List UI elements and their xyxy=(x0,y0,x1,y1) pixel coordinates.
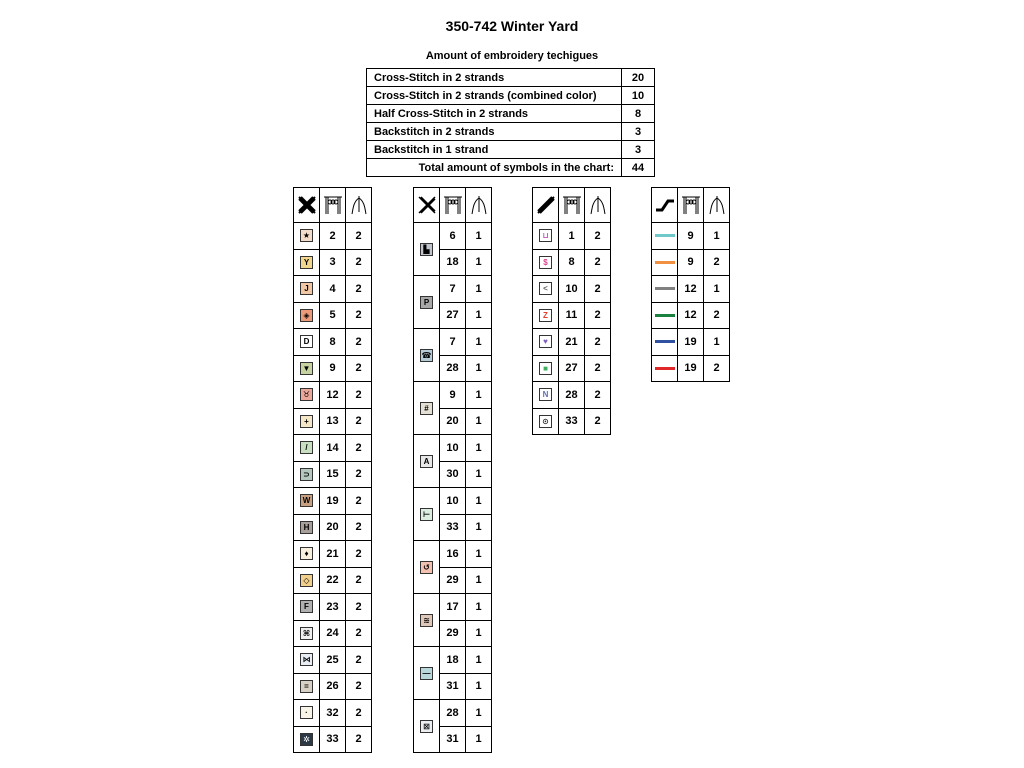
thread-number: 6 xyxy=(440,223,466,250)
thread-number: 10 xyxy=(440,435,466,462)
strand-count: 1 xyxy=(466,726,492,753)
legend-symbol-cell xyxy=(294,382,320,409)
thread-number: 15 xyxy=(320,461,346,488)
legend-row xyxy=(294,276,372,303)
strand-count: 2 xyxy=(704,249,730,276)
thread-number: 12 xyxy=(678,302,704,329)
stitch-symbol: ⊙ xyxy=(539,415,552,428)
stitch-symbol: ★ xyxy=(300,229,313,242)
backstitch-line xyxy=(655,340,675,343)
strand-count: 1 xyxy=(466,329,492,356)
legend-symbol-cell xyxy=(414,329,440,382)
legend-symbol-cell xyxy=(414,647,440,700)
thread-number: 9 xyxy=(320,355,346,382)
summary-row xyxy=(367,87,655,105)
legend-symbol-cell xyxy=(533,276,559,303)
stitch-symbol: H xyxy=(300,521,313,534)
backstitch-line-cell xyxy=(652,355,678,382)
thread-number: 27 xyxy=(440,302,466,329)
thread-number: 29 xyxy=(440,620,466,647)
thread-number: 17 xyxy=(440,594,466,621)
thread-number: 29 xyxy=(440,567,466,594)
thread-number: 2 xyxy=(320,223,346,250)
strand-count: 2 xyxy=(346,567,372,594)
thread-number: 25 xyxy=(320,647,346,674)
legend-symbol-cell xyxy=(414,488,440,541)
thread-number: 24 xyxy=(320,620,346,647)
backstitch-line xyxy=(655,314,675,317)
thread-number: 18 xyxy=(440,249,466,276)
summary-label: Backstitch in 1 strand xyxy=(367,141,622,159)
stitch-symbol: ☎ xyxy=(421,350,432,360)
legend-symbol-cell xyxy=(294,594,320,621)
legend-row xyxy=(294,514,372,541)
legend-symbol-cell xyxy=(294,408,320,435)
legend-row xyxy=(652,302,730,329)
summary-total-row xyxy=(367,159,655,177)
thread-number: 4 xyxy=(320,276,346,303)
legend-symbol-cell xyxy=(414,223,440,276)
technique-summary-table xyxy=(366,68,655,177)
strand-count: 2 xyxy=(346,673,372,700)
stitch-symbol: D xyxy=(300,335,313,348)
strand-count: 2 xyxy=(346,223,372,250)
thread-number: 9 xyxy=(678,223,704,250)
needle-icon xyxy=(704,188,730,223)
backstitch-line-cell xyxy=(652,249,678,276)
stitch-symbol: ✲ xyxy=(300,733,313,746)
legend-symbol-cell xyxy=(414,276,440,329)
needle-icon xyxy=(466,188,492,223)
legend-symbol-cell xyxy=(533,355,559,382)
strand-count: 1 xyxy=(466,276,492,303)
legend-symbol-cell xyxy=(294,355,320,382)
legend-row xyxy=(414,488,492,515)
thread-number: 28 xyxy=(440,700,466,727)
stitch-symbol: ↺ xyxy=(420,561,433,574)
strand-count: 2 xyxy=(346,435,372,462)
strand-count: 2 xyxy=(346,461,372,488)
legend-row xyxy=(294,541,372,568)
strand-count: 1 xyxy=(466,408,492,435)
thread-number: 18 xyxy=(440,647,466,674)
legend-row xyxy=(294,223,372,250)
strand-count: 1 xyxy=(466,673,492,700)
strand-count: 2 xyxy=(346,726,372,753)
legend-row xyxy=(294,647,372,674)
combined-color-legend xyxy=(413,187,492,753)
legend-row xyxy=(652,223,730,250)
stitch-symbol: ♉ xyxy=(300,388,313,401)
strand-count: 2 xyxy=(346,700,372,727)
legend-header xyxy=(652,188,730,223)
strand-count: 1 xyxy=(466,514,492,541)
legend-symbol-cell xyxy=(294,488,320,515)
strand-count: 2 xyxy=(346,408,372,435)
legend-symbol-cell xyxy=(294,647,320,674)
thread-number: 20 xyxy=(320,514,346,541)
needle-icon xyxy=(346,188,372,223)
strand-count: 2 xyxy=(585,302,611,329)
legend-header xyxy=(533,188,611,223)
legend-symbol-cell xyxy=(294,726,320,753)
strand-count: 1 xyxy=(704,329,730,356)
thread-skein-icon xyxy=(559,188,585,223)
stitch-symbol: ◇ xyxy=(300,574,313,587)
strand-count: 1 xyxy=(704,276,730,303)
legend-row xyxy=(294,249,372,276)
strand-count: 1 xyxy=(704,223,730,250)
legend-symbol-cell xyxy=(294,461,320,488)
thread-number: 30 xyxy=(440,461,466,488)
legend-symbol-cell xyxy=(294,329,320,356)
legend-symbol-cell xyxy=(294,276,320,303)
backstitch-line xyxy=(655,261,675,264)
stitch-symbol: / xyxy=(300,441,313,454)
strand-count: 2 xyxy=(585,249,611,276)
strand-count: 2 xyxy=(585,355,611,382)
legend-row xyxy=(294,726,372,753)
thread-number: 21 xyxy=(559,329,585,356)
half-cross-stitch-icon xyxy=(533,188,559,223)
strand-count: 2 xyxy=(346,302,372,329)
stitch-symbol: + xyxy=(300,415,313,428)
thread-number: 8 xyxy=(559,249,585,276)
stitch-symbol: ⊔ xyxy=(539,229,552,242)
summary-label: Backstitch in 2 strands xyxy=(367,123,622,141)
legend-row xyxy=(294,567,372,594)
thread-number: 3 xyxy=(320,249,346,276)
strand-count: 2 xyxy=(704,355,730,382)
summary-label: Cross-Stitch in 2 strands xyxy=(367,69,622,87)
legend-symbol-cell xyxy=(414,382,440,435)
thread-number: 8 xyxy=(320,329,346,356)
backstitch-line xyxy=(655,287,675,290)
thread-number: 33 xyxy=(320,726,346,753)
stitch-symbol: ■ xyxy=(539,362,552,375)
legend-row xyxy=(294,408,372,435)
page-title: 350-742 Winter Yard xyxy=(445,18,579,34)
strand-count: 2 xyxy=(704,302,730,329)
cross-stitch-icon xyxy=(294,188,320,223)
legend-row xyxy=(652,249,730,276)
summary-row xyxy=(367,105,655,123)
legend-row xyxy=(414,594,492,621)
legend-symbol-cell xyxy=(294,302,320,329)
legend-row xyxy=(652,276,730,303)
thread-number: 31 xyxy=(440,673,466,700)
backstitch-line xyxy=(655,234,675,237)
strand-count: 1 xyxy=(466,302,492,329)
legend-header xyxy=(414,188,492,223)
strand-count: 2 xyxy=(585,382,611,409)
legend-symbol-cell xyxy=(294,673,320,700)
legend-symbol-cell xyxy=(533,223,559,250)
strand-count: 2 xyxy=(585,408,611,435)
strand-count: 2 xyxy=(346,620,372,647)
summary-row xyxy=(367,141,655,159)
thread-number: 19 xyxy=(678,355,704,382)
legend-row xyxy=(414,435,492,462)
stitch-symbol: $ xyxy=(539,256,552,269)
thread-number: 26 xyxy=(320,673,346,700)
thread-number: 16 xyxy=(440,541,466,568)
legend-row xyxy=(294,329,372,356)
legend-symbol-cell xyxy=(414,435,440,488)
stitch-symbol: ♦ xyxy=(300,547,313,560)
legend-row xyxy=(414,329,492,356)
backstitch-legend xyxy=(651,187,730,382)
strand-count: 1 xyxy=(466,541,492,568)
strand-count: 1 xyxy=(466,355,492,382)
thread-number: 28 xyxy=(440,355,466,382)
summary-count: 8 xyxy=(622,105,655,123)
backstitch-icon xyxy=(652,188,678,223)
strand-count: 2 xyxy=(346,276,372,303)
legend-row xyxy=(414,541,492,568)
legend-row xyxy=(533,276,611,303)
thread-number: 11 xyxy=(559,302,585,329)
legend-row xyxy=(533,223,611,250)
legend-row xyxy=(294,302,372,329)
legend-row xyxy=(294,355,372,382)
legend-row xyxy=(414,223,492,250)
legend-row xyxy=(533,302,611,329)
strand-count: 2 xyxy=(585,329,611,356)
thread-number: 28 xyxy=(559,382,585,409)
legend-row xyxy=(533,329,611,356)
thread-number: 14 xyxy=(320,435,346,462)
legend-row xyxy=(294,461,372,488)
thread-number: 13 xyxy=(320,408,346,435)
thread-number: 33 xyxy=(559,408,585,435)
legend-row xyxy=(652,355,730,382)
strand-count: 2 xyxy=(346,594,372,621)
thread-number: 12 xyxy=(678,276,704,303)
legend-symbol-cell xyxy=(533,408,559,435)
legend-row xyxy=(414,647,492,674)
stitch-symbol: W xyxy=(300,494,313,507)
legend-row xyxy=(414,276,492,303)
half-cross-stitch-legend xyxy=(532,187,611,435)
thread-number: 7 xyxy=(440,329,466,356)
strand-count: 2 xyxy=(346,541,372,568)
stitch-symbol: < xyxy=(539,282,552,295)
backstitch-line xyxy=(655,367,675,370)
legend-symbol-cell xyxy=(414,700,440,753)
thread-number: 12 xyxy=(320,382,346,409)
legend-symbol-cell xyxy=(414,594,440,647)
thread-number: 10 xyxy=(559,276,585,303)
strand-count: 1 xyxy=(466,382,492,409)
page-subtitle: Amount of embroidery techigues xyxy=(425,50,599,62)
legend-row xyxy=(294,594,372,621)
legend-symbol-cell xyxy=(294,567,320,594)
strand-count: 2 xyxy=(346,514,372,541)
summary-count: 3 xyxy=(622,141,655,159)
thread-number: 22 xyxy=(320,567,346,594)
strand-count: 1 xyxy=(466,567,492,594)
legend-row xyxy=(414,382,492,409)
stitch-symbol: ⊢ xyxy=(420,508,433,521)
strand-count: 2 xyxy=(346,355,372,382)
stitch-symbol: ⋈ xyxy=(300,653,313,666)
legend-symbol-cell xyxy=(414,541,440,594)
legend-row xyxy=(294,382,372,409)
legend-symbol-cell xyxy=(294,223,320,250)
backstitch-line-cell xyxy=(652,223,678,250)
strand-count: 1 xyxy=(466,488,492,515)
needle-icon xyxy=(585,188,611,223)
thread-number: 31 xyxy=(440,726,466,753)
thread-number: 10 xyxy=(440,488,466,515)
summary-row xyxy=(367,69,655,87)
thread-number: 27 xyxy=(559,355,585,382)
legend-row xyxy=(294,700,372,727)
stitch-symbol: ▼ xyxy=(300,362,313,375)
stitch-symbol: A xyxy=(420,455,433,468)
summary-label: Cross-Stitch in 2 strands (combined color) xyxy=(367,87,622,105)
thread-skein-icon xyxy=(320,188,346,223)
legend-row xyxy=(294,435,372,462)
stitch-symbol: # xyxy=(420,402,433,415)
stitch-symbol: = xyxy=(300,680,313,693)
strand-count: 1 xyxy=(466,435,492,462)
thread-number: 33 xyxy=(440,514,466,541)
stitch-symbol: ◈ xyxy=(300,309,313,322)
legend-header xyxy=(294,188,372,223)
stitch-symbol: ⌘ xyxy=(300,627,313,640)
legend-row xyxy=(533,408,611,435)
strand-count: 1 xyxy=(466,461,492,488)
thread-number: 1 xyxy=(559,223,585,250)
legend-row xyxy=(294,673,372,700)
thread-number: 21 xyxy=(320,541,346,568)
stitch-symbol: J xyxy=(300,282,313,295)
summary-count: 10 xyxy=(622,87,655,105)
legend-symbol-cell xyxy=(533,249,559,276)
summary-row xyxy=(367,123,655,141)
backstitch-line-cell xyxy=(652,276,678,303)
strand-count: 2 xyxy=(346,329,372,356)
legend-symbol-cell xyxy=(533,382,559,409)
thread-number: 19 xyxy=(678,329,704,356)
legend-row xyxy=(533,355,611,382)
legend-symbol-cell xyxy=(533,302,559,329)
strand-count: 2 xyxy=(346,647,372,674)
legend-row xyxy=(533,249,611,276)
summary-count: 3 xyxy=(622,123,655,141)
strand-count: 1 xyxy=(466,223,492,250)
strand-count: 2 xyxy=(346,249,372,276)
backstitch-line-cell xyxy=(652,329,678,356)
stitch-symbol: ≋ xyxy=(420,614,433,627)
stitch-symbol: — xyxy=(420,667,433,680)
legend-row xyxy=(652,329,730,356)
stitch-symbol: P xyxy=(420,296,433,309)
strand-count: 1 xyxy=(466,620,492,647)
stitch-symbol: Y xyxy=(300,256,313,269)
cross-stitch-legend xyxy=(293,187,372,753)
summary-count: 20 xyxy=(622,69,655,87)
thread-skein-icon xyxy=(440,188,466,223)
strand-count: 1 xyxy=(466,647,492,674)
thread-number: 32 xyxy=(320,700,346,727)
legend-symbol-cell xyxy=(294,249,320,276)
strand-count: 2 xyxy=(585,276,611,303)
stitch-symbol: ♥ xyxy=(539,335,552,348)
legend-symbol-cell xyxy=(294,541,320,568)
strand-count: 2 xyxy=(585,223,611,250)
legend-row xyxy=(533,382,611,409)
thread-number: 5 xyxy=(320,302,346,329)
legend-symbol-cell xyxy=(294,700,320,727)
cross-stitch-icon xyxy=(414,188,440,223)
strand-count: 1 xyxy=(466,249,492,276)
legend-symbol-cell xyxy=(533,329,559,356)
strand-count: 2 xyxy=(346,488,372,515)
stitch-symbol: Z xyxy=(539,309,552,322)
legend-symbol-cell xyxy=(294,620,320,647)
legend-row xyxy=(294,488,372,515)
thread-number: 7 xyxy=(440,276,466,303)
legend-row xyxy=(294,620,372,647)
thread-number: 9 xyxy=(440,382,466,409)
stitch-symbol: ▙ xyxy=(420,243,433,256)
strand-count: 2 xyxy=(346,382,372,409)
summary-total-count: 44 xyxy=(622,159,655,177)
legend-row xyxy=(414,700,492,727)
strand-count: 1 xyxy=(466,594,492,621)
thread-skein-icon xyxy=(678,188,704,223)
thread-number: 19 xyxy=(320,488,346,515)
strand-count: 1 xyxy=(466,700,492,727)
legend-symbol-cell xyxy=(294,435,320,462)
backstitch-line-cell xyxy=(652,302,678,329)
stitch-symbol: ⊠ xyxy=(420,720,433,733)
stitch-symbol: · xyxy=(300,706,313,719)
stitch-symbol: F xyxy=(300,600,313,613)
thread-number: 20 xyxy=(440,408,466,435)
summary-label: Half Cross-Stitch in 2 strands xyxy=(367,105,622,123)
stitch-symbol: N xyxy=(539,388,552,401)
legend-symbol-cell xyxy=(294,514,320,541)
summary-total-label: Total amount of symbols in the chart: xyxy=(367,159,622,177)
thread-number: 9 xyxy=(678,249,704,276)
thread-number: 23 xyxy=(320,594,346,621)
stitch-symbol: ⊃ xyxy=(300,468,313,481)
